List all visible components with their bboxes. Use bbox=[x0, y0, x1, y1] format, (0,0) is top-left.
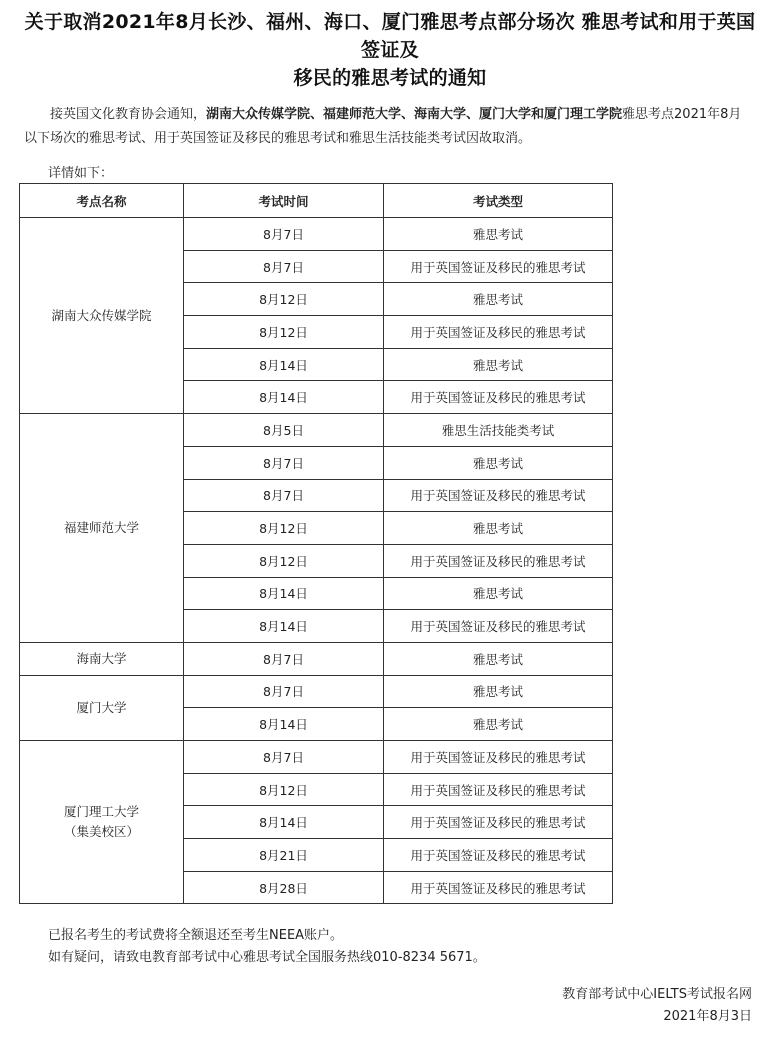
exam-date-cell: 8月14日 bbox=[184, 610, 384, 643]
site-name-cell: 福建师范大学 bbox=[20, 414, 184, 643]
exam-type-cell: 雅思考试 bbox=[384, 446, 613, 479]
exam-type-cell: 雅思考试 bbox=[384, 577, 613, 610]
exam-date-cell: 8月7日 bbox=[184, 675, 384, 708]
exam-type-cell: 雅思考试 bbox=[384, 283, 613, 316]
exam-date-cell: 8月7日 bbox=[184, 479, 384, 512]
cancellation-table bbox=[19, 183, 613, 904]
exam-date-cell: 8月14日 bbox=[184, 348, 384, 381]
notice-title bbox=[20, 8, 760, 92]
exam-date-cell: 8月21日 bbox=[184, 839, 384, 872]
intro-paragraph bbox=[24, 103, 752, 151]
exam-date-cell: 8月7日 bbox=[184, 741, 384, 774]
exam-date-cell: 8月12日 bbox=[184, 544, 384, 577]
refund-note: 已报名考生的考试费将全额退还至考生NEEA账户。 bbox=[48, 928, 344, 943]
exam-date-cell: 8月7日 bbox=[184, 446, 384, 479]
intro-suffix: 雅思考点2021年8月以下场次的雅思考试、用于英国签证及移民的雅思考试和雅思生活技能类考试因故取消。 bbox=[24, 107, 742, 146]
site-name-cell: 湖南大众传媒学院 bbox=[20, 218, 184, 414]
details-label: 详情如下： bbox=[48, 166, 114, 181]
exam-type-cell: 用于英国签证及移民的雅思考试 bbox=[384, 839, 613, 872]
exam-type-cell: 雅思生活技能类考试 bbox=[384, 414, 613, 447]
table-body bbox=[20, 218, 613, 904]
table-row bbox=[20, 642, 613, 675]
exam-type-cell: 雅思考试 bbox=[384, 512, 613, 545]
exam-type-cell: 用于英国签证及移民的雅思考试 bbox=[384, 741, 613, 774]
table-row bbox=[20, 414, 613, 447]
exam-type-cell: 用于英国签证及移民的雅思考试 bbox=[384, 610, 613, 643]
header-date: 考试时间 bbox=[184, 184, 384, 218]
intro-prefix: 接英国文化教育协会通知， bbox=[50, 107, 207, 122]
exam-type-cell: 雅思考试 bbox=[384, 708, 613, 741]
exam-type-cell: 用于英国签证及移民的雅思考试 bbox=[384, 806, 613, 839]
exam-date-cell: 8月14日 bbox=[184, 381, 384, 414]
site-name-cell: 厦门理工大学 （集美校区） bbox=[20, 741, 184, 904]
title-line-2: 移民的雅思考试的通知 bbox=[293, 67, 487, 89]
exam-date-cell: 8月14日 bbox=[184, 806, 384, 839]
exam-date-cell: 8月12日 bbox=[184, 283, 384, 316]
table-row bbox=[20, 675, 613, 708]
exam-type-cell: 用于英国签证及移民的雅思考试 bbox=[384, 250, 613, 283]
exam-date-cell: 8月12日 bbox=[184, 316, 384, 349]
exam-type-cell: 用于英国签证及移民的雅思考试 bbox=[384, 479, 613, 512]
header-type: 考试类型 bbox=[384, 184, 613, 218]
exam-type-cell: 雅思考试 bbox=[384, 675, 613, 708]
site-name-cell: 海南大学 bbox=[20, 642, 184, 675]
intro-centers: 湖南大众传媒学院、福建师范大学、海南大学、厦门大学和厦门理工学院 bbox=[206, 107, 623, 122]
exam-date-cell: 8月7日 bbox=[184, 642, 384, 675]
exam-date-cell: 8月14日 bbox=[184, 708, 384, 741]
exam-date-cell: 8月7日 bbox=[184, 250, 384, 283]
exam-date-cell: 8月5日 bbox=[184, 414, 384, 447]
exam-type-cell: 雅思考试 bbox=[384, 642, 613, 675]
exam-type-cell: 用于英国签证及移民的雅思考试 bbox=[384, 544, 613, 577]
exam-type-cell: 雅思考试 bbox=[384, 218, 613, 251]
exam-type-cell: 用于英国签证及移民的雅思考试 bbox=[384, 871, 613, 904]
table-row bbox=[20, 218, 613, 251]
site-name-cell: 厦门大学 bbox=[20, 675, 184, 740]
exam-date-cell: 8月14日 bbox=[184, 577, 384, 610]
header-site: 考点名称 bbox=[20, 184, 184, 218]
exam-date-cell: 8月7日 bbox=[184, 218, 384, 251]
exam-date-cell: 8月12日 bbox=[184, 512, 384, 545]
exam-date-cell: 8月12日 bbox=[184, 773, 384, 806]
signature-org: 教育部考试中心IELTS考试报名网 bbox=[562, 987, 752, 1002]
exam-type-cell: 雅思考试 bbox=[384, 348, 613, 381]
signature-date: 2021年8月3日 bbox=[663, 1009, 752, 1024]
exam-date-cell: 8月28日 bbox=[184, 871, 384, 904]
table-row bbox=[20, 741, 613, 774]
exam-type-cell: 用于英国签证及移民的雅思考试 bbox=[384, 316, 613, 349]
title-line-1: 关于取消2021年8月长沙、福州、海口、厦门雅思考点部分场次 雅思考试和用于英国签证及 bbox=[24, 11, 756, 61]
exam-type-cell: 用于英国签证及移民的雅思考试 bbox=[384, 381, 613, 414]
hotline-note: 如有疑问，请致电教育部考试中心雅思考试全国服务热线010-8234 5671。 bbox=[48, 950, 486, 965]
exam-type-cell: 用于英国签证及移民的雅思考试 bbox=[384, 773, 613, 806]
table-header-row bbox=[20, 184, 613, 218]
